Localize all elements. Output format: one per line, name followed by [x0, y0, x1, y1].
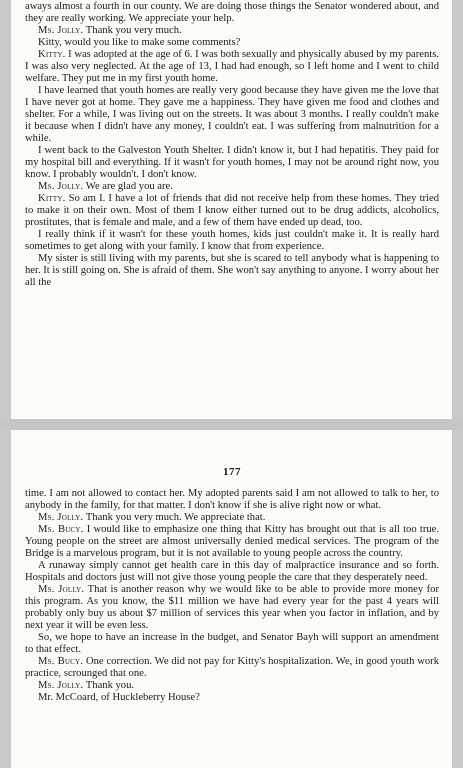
paragraph: [25, 181, 439, 193]
paragraph-text: One correction. We did not pay for Kitty's hospitalization. We, in good youth work practice, scrounged that one.: [25, 656, 440, 679]
paragraph: [25, 656, 439, 680]
paragraph: [25, 632, 439, 656]
paragraph-text: Thank you.: [83, 680, 135, 691]
paragraph: [25, 1, 439, 25]
paragraph: [25, 524, 439, 560]
speaker-name: Kitty.: [38, 193, 66, 204]
paragraph-text: So, we hope to have an increase in the budget, and Senator Bayh will support an amendment to that effect.: [25, 632, 439, 655]
page-separator: [0, 419, 463, 430]
speaker-name: Ms. Jolly.: [38, 512, 84, 523]
paragraph-text: aways almost a fourth in our county. We are doing those things the Senator wondered about, and they are really working. We appreciate your help.: [25, 1, 439, 24]
paragraph-text: So am I. I have a lot of friends that did not receive help from these homes. They tried to make it on their own. Most of them I know either turned out to be drug addicts, alcoholics, prostitutes, that is female and male, and a few of them have ended up dead, too.: [25, 193, 439, 228]
paragraph-text: I was adopted at the age of 6. I was both sexually and physically abused by my parents. I was also very neglected. At the age of 13, I had had enough, so I left home and I went to child welfare. They put me in my first youth home.: [25, 49, 439, 84]
paragraph: [25, 692, 439, 704]
paragraph-text: Mr. McCoard, of Huckleberry House?: [38, 692, 200, 703]
paragraph-text: I really think if it wasn't for these youth homes, kids just couldn't make it. It is really hard sometimes to get along with your family. I know that from experience.: [25, 229, 439, 252]
paragraph: [25, 253, 439, 289]
speaker-name: Ms. Jolly.: [38, 680, 84, 691]
paragraph: [25, 680, 439, 692]
page-body: [25, 488, 439, 704]
speaker-name: Ms. Jolly.: [38, 181, 84, 192]
paragraph-text: Thank you very much. We appreciate that.: [83, 512, 266, 523]
paragraph: [25, 25, 439, 37]
paragraph-text: I went back to the Galveston Youth Shelter. I didn't know it, but I had hepatitis. They paid for my hospital bill and everything. If it wasn't for youth homes, I may not be around right now, you know. I probably wouldn't. I don't know.: [25, 145, 439, 180]
paragraph-text: My sister is still living with my parents, but she is scared to tell anybody what is happening to her. It is still going on. She is afraid of them. She won't say anything to anyone. I worry about her all the: [25, 253, 439, 288]
paragraph: [25, 145, 439, 181]
paragraph-text: Kitty, would you like to make some comments?: [38, 37, 241, 48]
speaker-name: Kitty.: [38, 49, 66, 60]
paragraph: [25, 560, 439, 584]
speaker-name: Ms. Bucy.: [38, 524, 84, 535]
paragraph: [25, 229, 439, 253]
paragraph: [25, 512, 439, 524]
paragraph: [25, 85, 439, 145]
paragraph: [25, 49, 439, 85]
paragraph-text: We are glad you are.: [83, 181, 173, 192]
speaker-name: Ms. Jolly.: [38, 25, 84, 36]
transcript-page-upper: [11, 0, 452, 419]
paragraph-text: Thank you very much.: [83, 25, 182, 36]
page-body: [25, 1, 439, 289]
speaker-name: Ms. Jolly.: [38, 584, 85, 595]
paragraph-text: A runaway simply cannot get health care in this day of malpractice insurance and so forth. Hospitals and doctors just will not give those young people the care that they desperately need.: [25, 560, 439, 583]
transcript-page-lower: [11, 430, 452, 768]
paragraph-text: time. I am not allowed to contact her. My adopted parents said I am not allowed to talk to her, to anybody in the family, for that matter. I don't know if she is alive right now or what.: [25, 488, 439, 511]
page-number: 177: [223, 466, 241, 478]
paragraph: [25, 37, 439, 49]
paragraph: [25, 584, 439, 632]
speaker-name: Ms. Bucy.: [38, 656, 84, 667]
paragraph: [25, 488, 439, 512]
paragraph-text: I would like to emphasize one thing that Kitty has brought out that is all too true. Young people on the street are almost universally denied medical services. The program of the Bridge is a marvelous program, but it is not available to young people across the country.: [25, 524, 439, 559]
paragraph-text: I have learned that youth homes are really very good because they have given me the love that I have never got at home. They gave me a happiness. They have given me food and clothes and shelter. For a while, I was living out on the streets. It was about 3 months. I really couldn't make it because when I didn't have any money, I couldn't eat. I was suffering from malnutrition for a while.: [25, 85, 439, 144]
paragraph-text: That is another reason why we would like to be able to provide more money for this program. As you know, the $11 million we have had every year for the past 4 years will probably only buy us about $7 million of services this year when you factor in inflation, and by next year it will be even less.: [25, 584, 440, 631]
paragraph: [25, 193, 439, 229]
